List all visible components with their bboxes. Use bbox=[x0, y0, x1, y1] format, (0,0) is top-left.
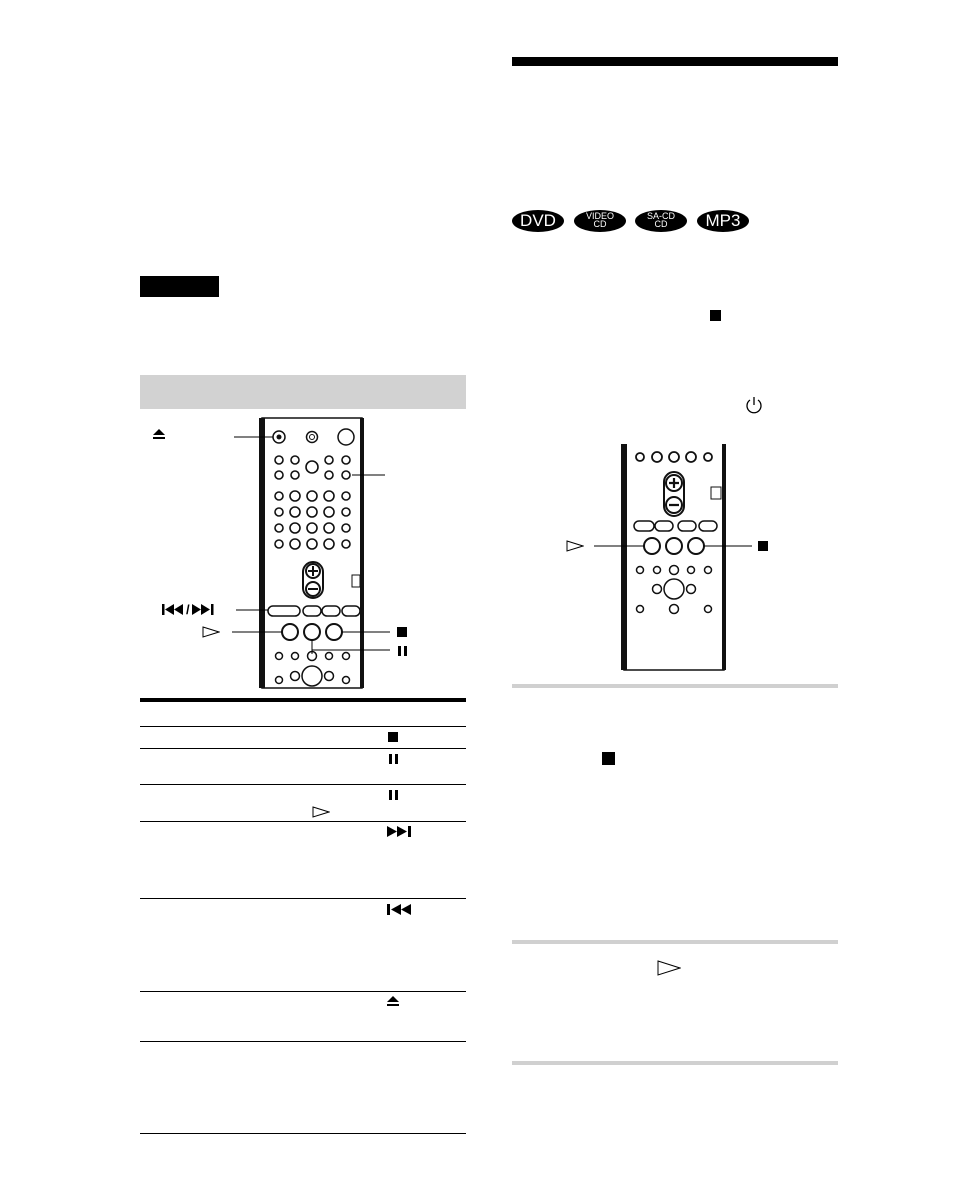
next-icon bbox=[387, 826, 413, 837]
prev-next-label: / bbox=[162, 602, 214, 617]
play-icon bbox=[657, 960, 681, 976]
eject-icon bbox=[387, 996, 399, 1007]
table-row-divider bbox=[140, 991, 466, 992]
pause-icon bbox=[389, 754, 398, 764]
remote-illustration-left bbox=[140, 410, 466, 695]
table-row-divider bbox=[140, 784, 466, 785]
play-icon bbox=[312, 806, 330, 818]
notes-tag bbox=[140, 276, 219, 297]
step-rule bbox=[512, 684, 838, 688]
sacd-cd-badge: SA-CD CD bbox=[635, 210, 687, 232]
stop-icon bbox=[602, 752, 615, 765]
table-top-rule bbox=[140, 698, 466, 702]
stop-icon bbox=[710, 310, 721, 321]
mp3-badge: MP3 bbox=[697, 210, 749, 232]
play-icon bbox=[202, 626, 220, 638]
remote-drawing bbox=[560, 444, 780, 674]
remote-illustration-right bbox=[560, 444, 780, 674]
section-heading-bar bbox=[140, 375, 466, 409]
video-cd-badge: VIDEO CD bbox=[574, 210, 626, 232]
table-row-divider bbox=[140, 1041, 466, 1042]
title-rule bbox=[512, 57, 838, 66]
stop-icon bbox=[758, 541, 768, 551]
pause-icon bbox=[398, 646, 407, 656]
stop-icon bbox=[388, 732, 398, 742]
play-icon bbox=[566, 540, 584, 552]
prev-icon bbox=[162, 604, 184, 615]
dvd-badge: DVD bbox=[512, 210, 564, 232]
remote-drawing bbox=[140, 410, 466, 695]
eject-icon bbox=[153, 429, 165, 440]
table-row-divider bbox=[140, 898, 466, 899]
table-row-divider bbox=[140, 748, 466, 749]
next-icon bbox=[192, 604, 214, 615]
step-rule bbox=[512, 940, 838, 944]
table-row-divider bbox=[140, 726, 466, 727]
step-rule bbox=[512, 1061, 838, 1065]
stop-icon bbox=[397, 627, 407, 637]
table-row-divider bbox=[140, 821, 466, 822]
prev-icon bbox=[387, 904, 413, 915]
power-icon bbox=[744, 395, 764, 415]
table-bottom-rule bbox=[140, 1133, 466, 1134]
pause-icon bbox=[389, 790, 398, 800]
